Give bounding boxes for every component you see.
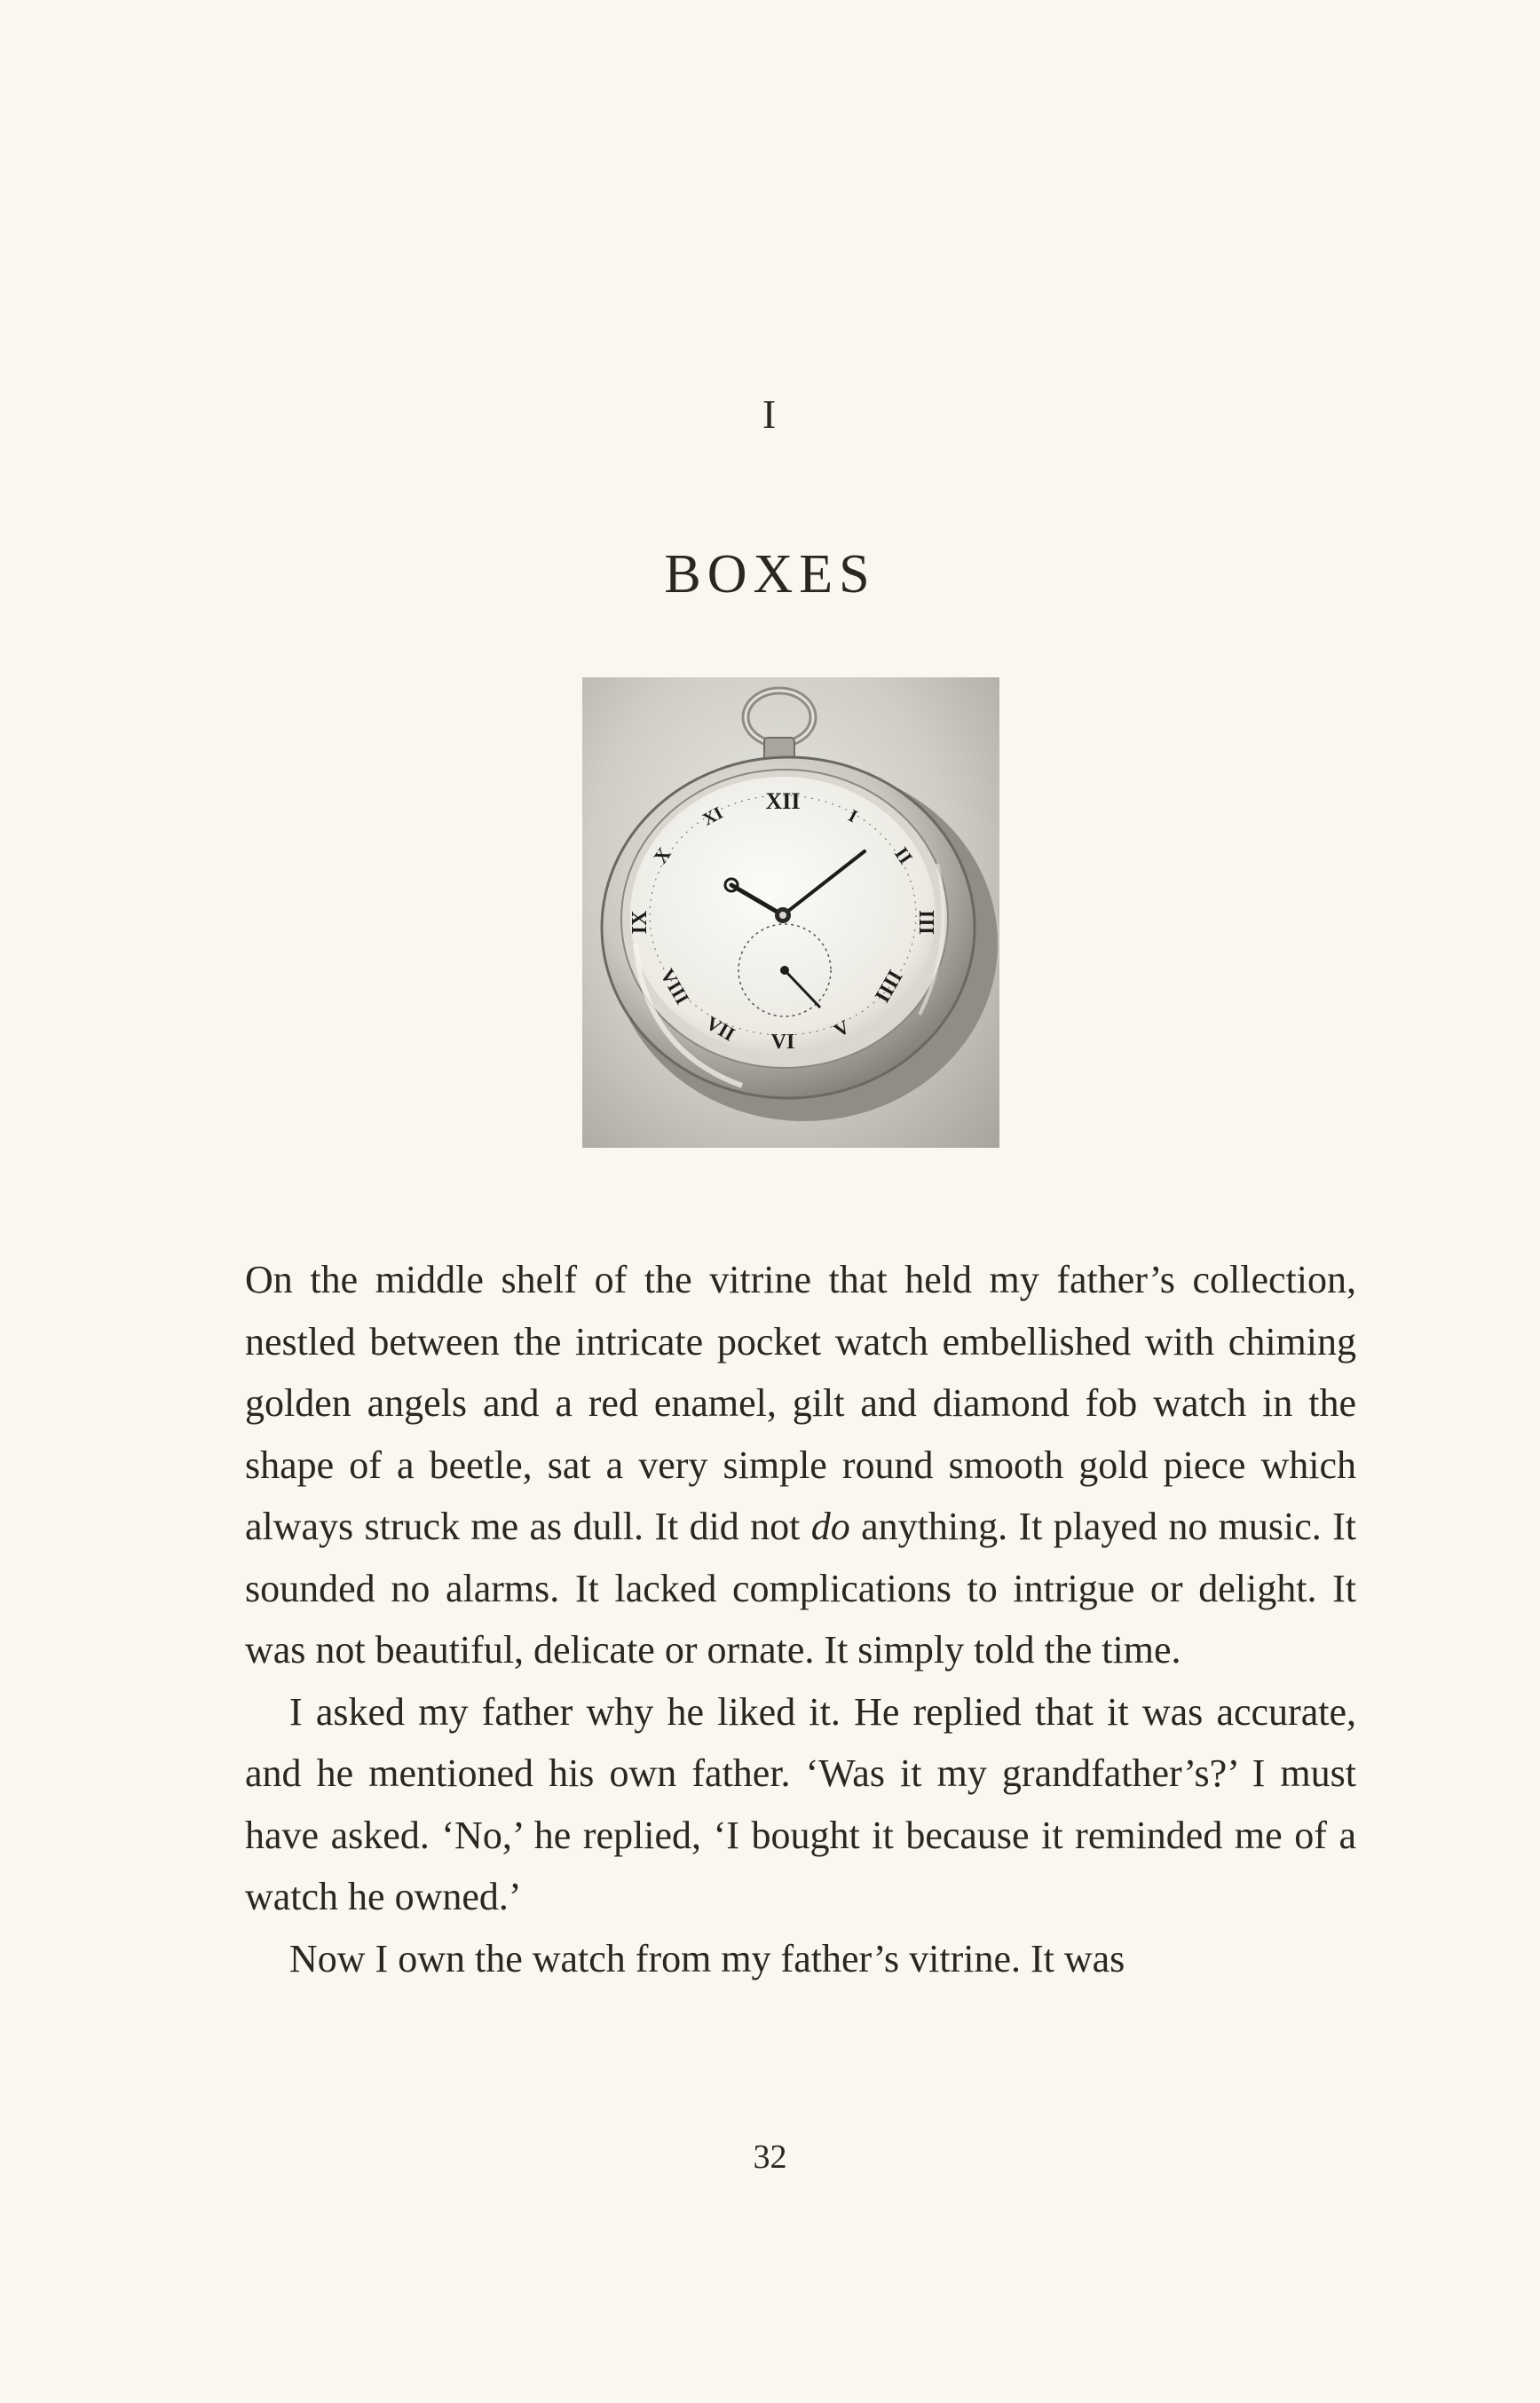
body-text [245, 1249, 1356, 1989]
paragraph-1-italic: do [810, 1505, 850, 1548]
svg-text:X: X [649, 843, 675, 868]
svg-text:XII: XII [765, 788, 801, 814]
paragraph-1-text-a: On the middle shelf of the vitrine that held my father’s collection, nestled between the intricate pocket watch embellished with chiming golden angels and a red enamel, gilt and diamond fob watch in the shape of a beetle, sat a very simple round smooth gold piece which always struck me as dull. It did not [245, 1258, 1356, 1548]
svg-text:II: II [889, 842, 918, 868]
pocket-watch-photo [582, 677, 999, 1148]
svg-text:VIII: VIII [656, 964, 694, 1008]
page-number: 32 [753, 2138, 787, 2176]
paragraph-1 [245, 1249, 1356, 1681]
paragraph-1-text-b: anything. It played no music. It sounded no alarms. It lacked complications to intrigue or delight. It was not beautiful, delicate or ornate. It simply told the time. [245, 1505, 1357, 1672]
svg-text:III: III [914, 909, 937, 936]
pocket-watch-icon [582, 677, 999, 1148]
chapter-number: I [762, 391, 778, 437]
paragraph-3: Now I own the watch from my father’s vitrine. It was [289, 1936, 1125, 1980]
svg-text:XI: XI [699, 802, 727, 830]
chapter-title: BOXES [664, 543, 876, 605]
svg-text:I: I [845, 806, 861, 827]
svg-text:IIII: IIII [871, 966, 908, 1008]
svg-text:IX: IX [628, 910, 652, 935]
svg-text:VI: VI [770, 1031, 795, 1054]
svg-text:V: V [830, 1015, 854, 1042]
svg-text:VII: VII [702, 1011, 739, 1046]
paragraph-2: I asked my father why he liked it. He replied that it was accurate, and he mentioned his own father. ‘Was it my grandfather’s?’ I must have asked. ‘No,’ he replied, ‘I bought it because it reminded me of a watch he owned.’ [245, 1689, 1356, 1918]
